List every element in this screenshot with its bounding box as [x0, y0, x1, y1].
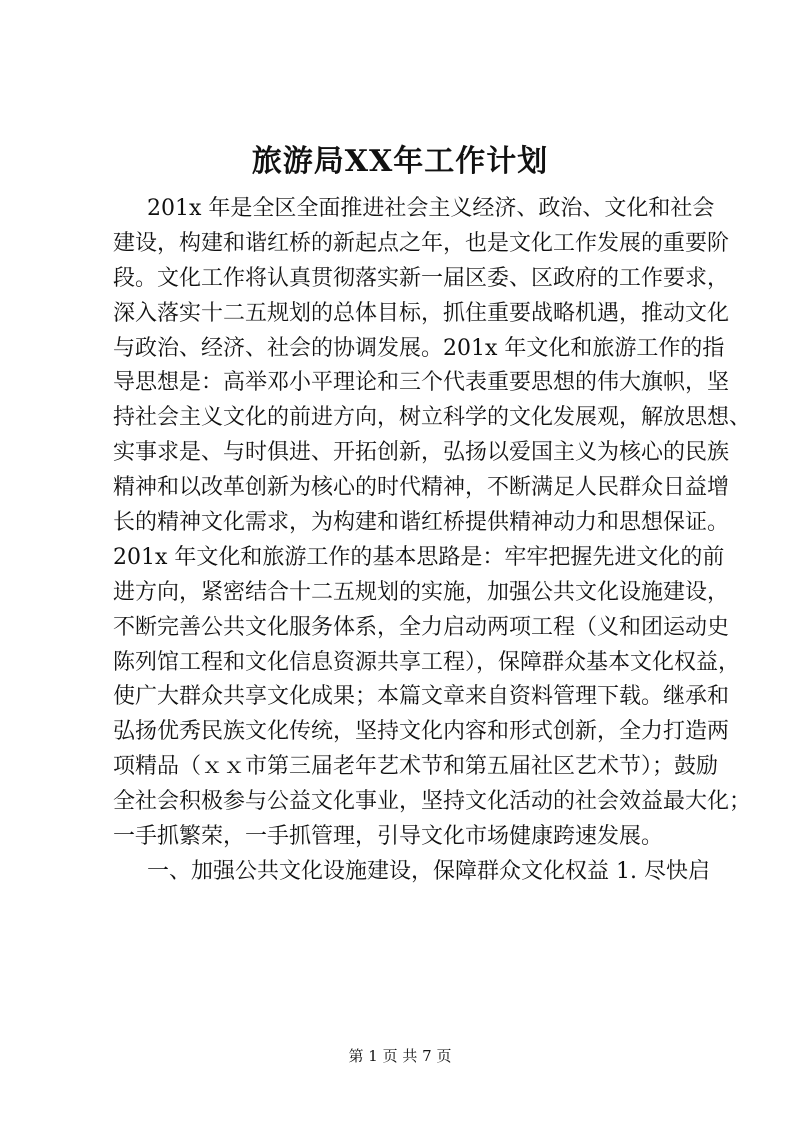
- body-line: 实事求是、与时俱进、开拓创新，弘扬以爱国主义为核心的民族: [113, 440, 730, 466]
- body-line: 弘扬优秀民族文化传统，坚持文化内容和形式创新，全力打造两: [113, 719, 730, 745]
- body-line: 精神和以改革创新为核心的时代精神，不断满足人民群众日益增: [113, 475, 730, 501]
- body-line: 陈列馆工程和文化信息资源共享工程），保障群众基本文化权益，: [113, 649, 741, 675]
- body-line: 深入落实十二五规划的总体目标，抓住重要战略机遇，推动文化: [113, 300, 730, 326]
- body-line: 进方向，紧密结合十二五规划的实施，加强公共文化设施建设，: [113, 579, 730, 605]
- body-line: 201x 年是全区全面推进社会主义经济、政治、文化和社会: [147, 196, 715, 221]
- body-line: 段。文化工作将认真贯彻落实新一届区委、区政府的工作要求，: [113, 265, 730, 291]
- body-line: 长的精神文化需求，为构建和谐红桥提供精神动力和思想保证。: [113, 510, 730, 536]
- document-title: 旅游局XX年工作计划: [251, 144, 549, 179]
- body-line: 使广大群众共享文化成果；本篇文章来自资料管理下载。继承和: [113, 684, 730, 710]
- body-line: 不断完善公共文化服务体系，全力启动两项工程（义和团运动史: [113, 614, 730, 640]
- body-line: 项精品（ｘｘ市第三届老年艺术节和第五届社区艺术节）；鼓励: [113, 754, 719, 780]
- body-line: 持社会主义文化的前进方向，树立科学的文化发展观，解放思想、: [113, 405, 752, 431]
- body-line: 全社会积极参与公益文化事业，坚持文化活动的社会效益最大化；: [113, 789, 752, 815]
- page-footer: 第 1 页 共 7 页: [348, 1047, 452, 1065]
- body-line: 201x 年文化和旅游工作的基本思路是：牢牢把握先进文化的前: [113, 544, 725, 570]
- body-line: 一手抓繁荣，一手抓管理，引导文化市场健康跨速发展。: [113, 824, 664, 850]
- document-body: [113, 192, 752, 890]
- section-heading-line: 一、加强公共文化设施建设，保障群众文化权益 1. 尽快启: [147, 858, 710, 884]
- body-line: 与政治、经济、社会的协调发展。201x 年文化和旅游工作的指: [113, 335, 725, 361]
- body-line: 建设，构建和谐红桥的新起点之年，也是文化工作发展的重要阶: [113, 230, 730, 256]
- body-line: 导思想是：高举邓小平理论和三个代表重要思想的伟大旗帜，坚: [113, 370, 730, 396]
